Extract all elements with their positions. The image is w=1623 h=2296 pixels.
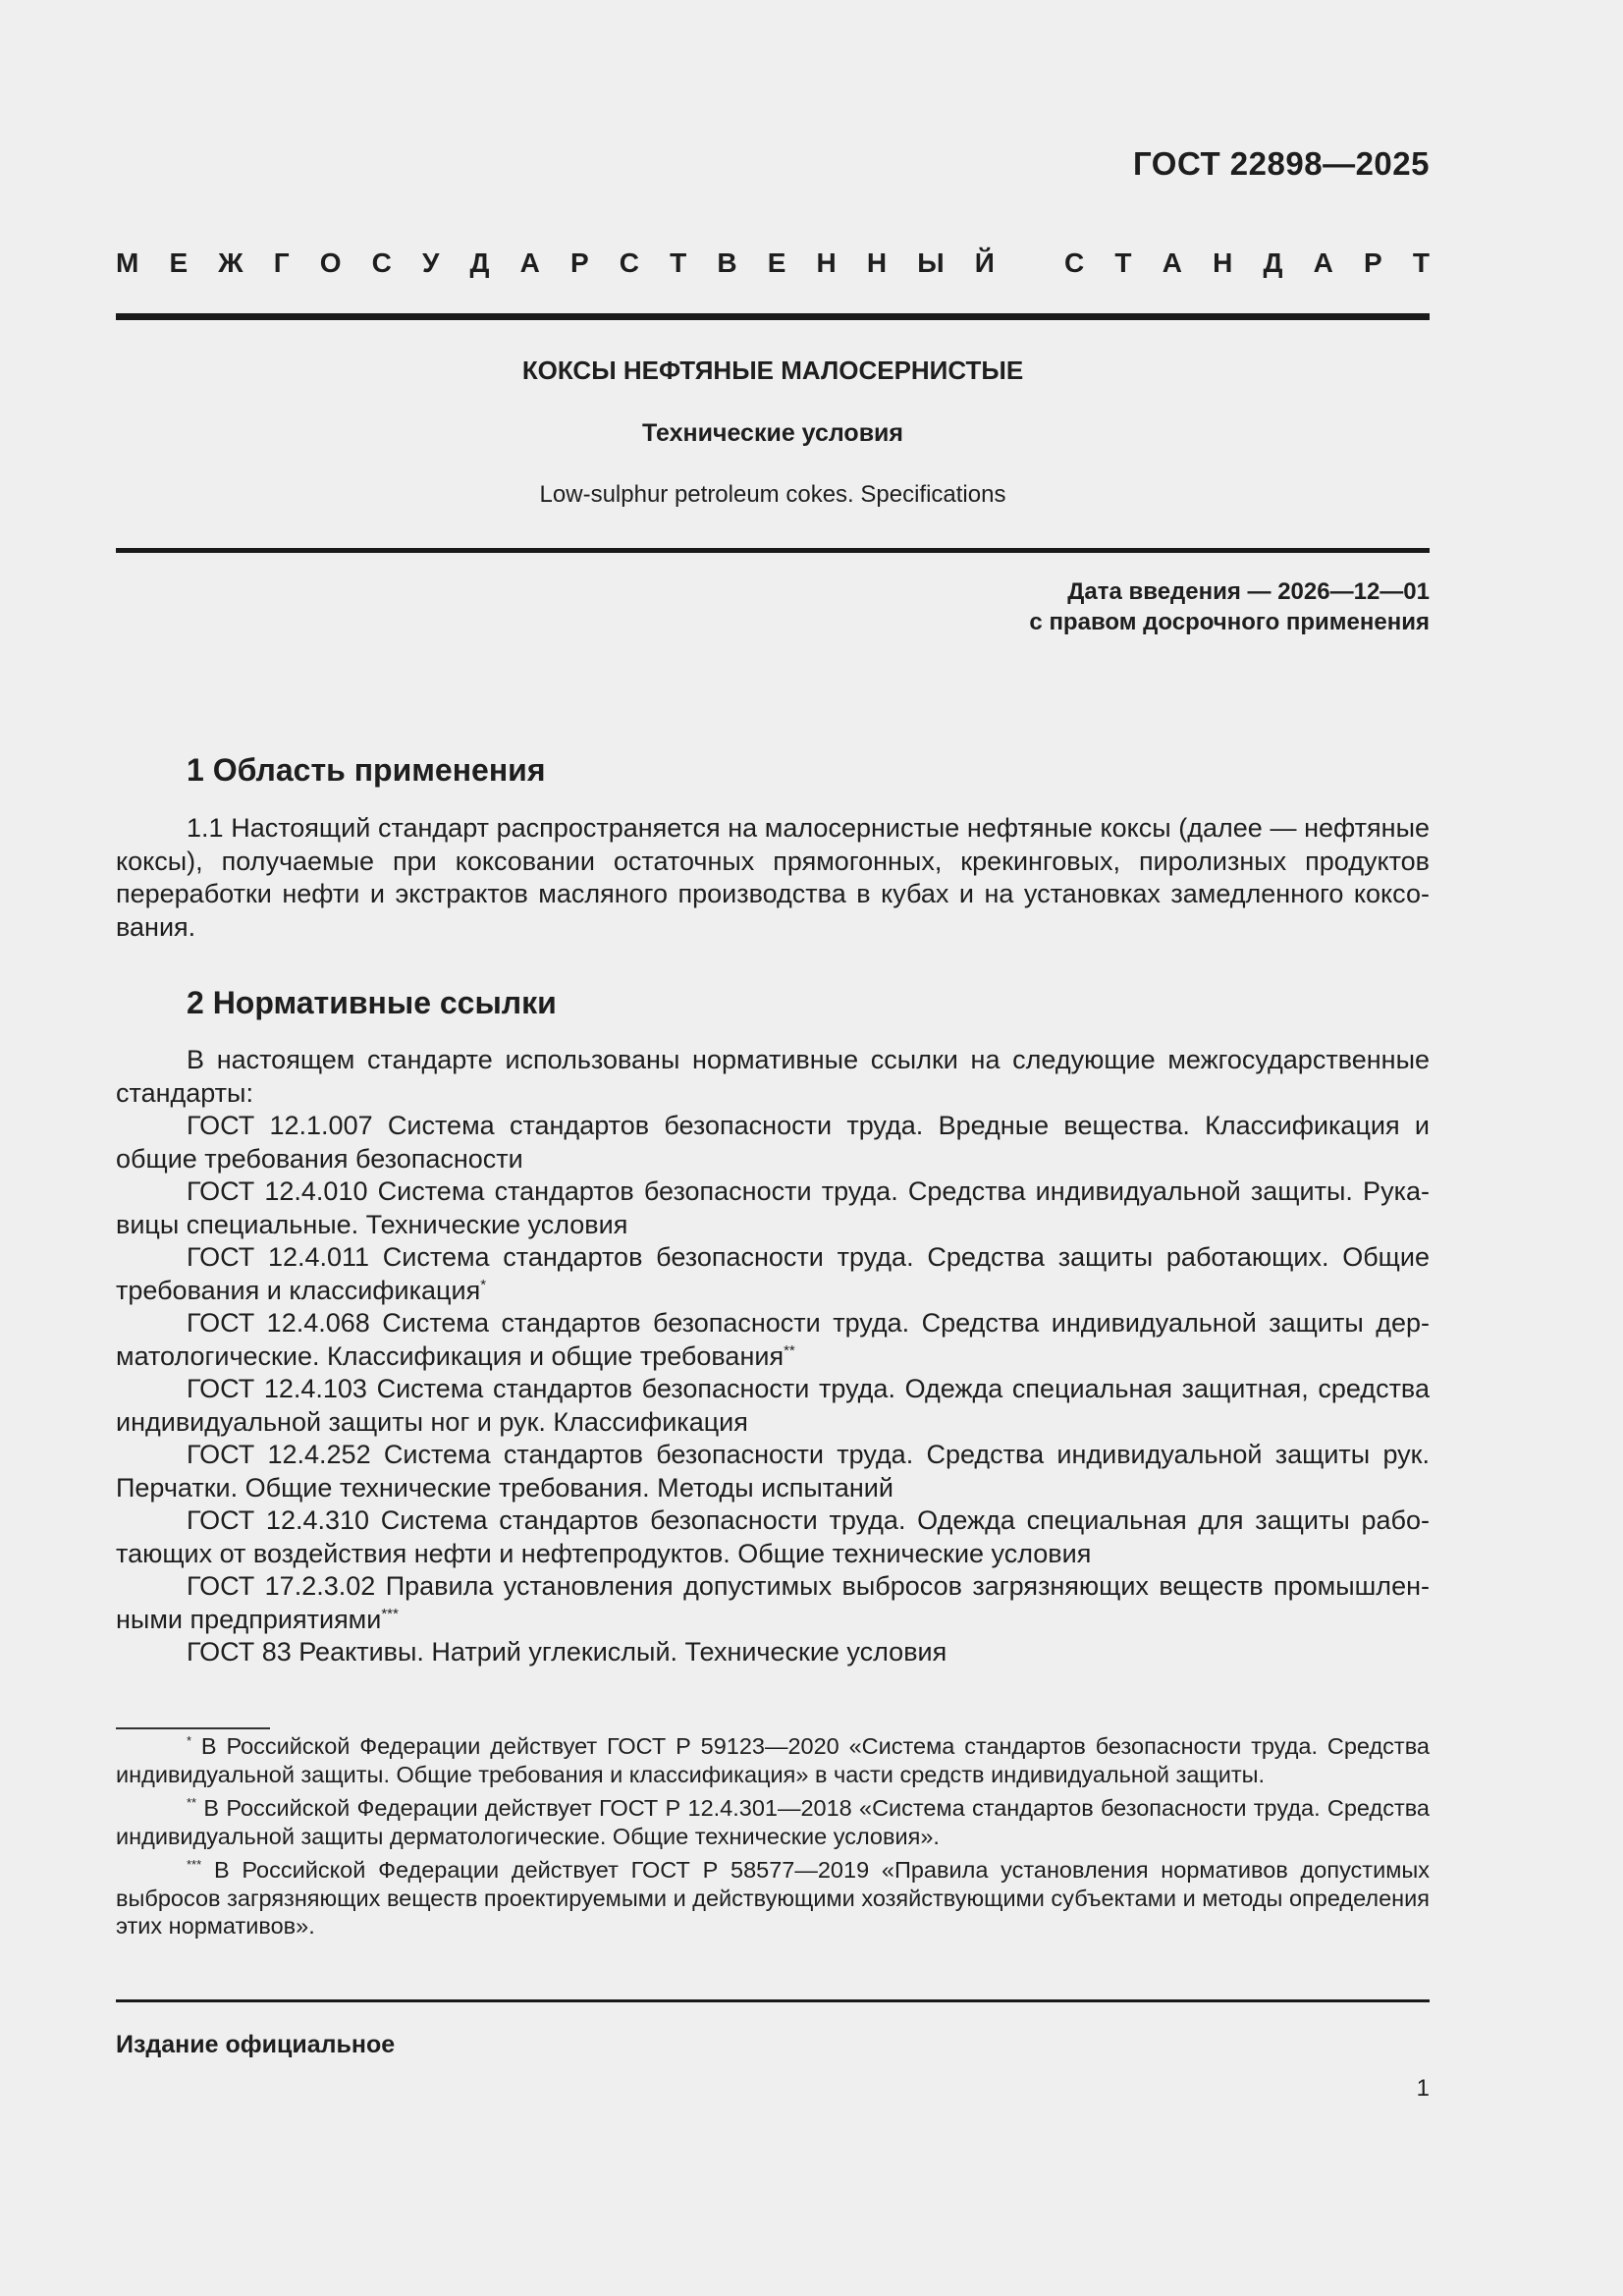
reference-item: ГОСТ 12.4.252 Система стандартов безопасности труда. Средства индивидуальной защиты рук. Перчатки. Общие технические требования. Методы испытаний [116,1440,1430,1503]
section-heading-scope: 1 Область применения [187,752,546,788]
reference-item: ГОСТ 83 Реактивы. Натрий углекислый. Технические условия [187,1637,947,1667]
document-page [116,0,1430,2296]
reference-item: ГОСТ 12.4.010 Система стандартов безопасности труда. Средства индивидуальной защиты. Рукавицы специальные. Технические условия [116,1176,1430,1239]
early-application-note: с правом досрочного применения [1029,609,1430,635]
english-title: Low-sulphur petroleum cokes. Specifications [539,481,1006,508]
footnote: *** В Российской Федерации действует ГОСТ Р 58577—2019 «Правила установления нормативов допустимых выбросов загрязняющих веществ проектируемыми и действующими хозяйствующими субъектами и методы определения этих нормативов». [116,1857,1430,1939]
reference-item: ГОСТ 12.4.011 Система стандартов безопасности труда. Средства защиты работающих. Общие требования и классификация* [116,1242,1430,1305]
footnote-ref: ** [784,1341,795,1359]
reference-item: ГОСТ 12.4.068 Система стандартов безопасности труда. Средства индивидуальной защиты дерматологические. Классификация и общие требования** [116,1308,1430,1371]
standard-type-word-interstate: М Е Ж Г О С У Д А Р С Т В Е Н Н Ы Й [116,247,995,278]
introduction-date: Дата введения — 2026—12—01 [1067,578,1430,605]
introduction-date-block [1029,576,1430,637]
official-edition-label: Издание официальное [116,2031,396,2058]
footer-divider [116,1999,1430,2002]
footnote-divider [116,1727,270,1729]
footnote-mark: * [187,1733,192,1749]
document-title: КОКСЫ НЕФТЯНЫЕ МАЛОСЕРНИСТЫЕ [521,355,1024,385]
standard-type-heading [116,247,1430,279]
footnote-ref: * [480,1276,487,1293]
reference-item: ГОСТ 17.2.3.02 Правила установления допустимых выбросов загрязняющих веществ промышленными предприятиями*** [116,1571,1430,1634]
title-divider [116,548,1430,553]
paragraph: 1.1 Настоящий стандарт распространяется на малосернистые нефтяные коксы (далее — нефтяные коксы), получаемые при коксовании остаточных прямогонных, крекинговых, пиролизных продуктов переработки нефти и экстрактов масляного производства в кубах и на установках замедленного коксования. [116,813,1430,942]
footnotes [116,1732,1430,1946]
reference-item: ГОСТ 12.1.007 Система стандартов безопасности труда. Вредные вещества. Классификация и общие требования безопасности [116,1111,1430,1174]
footnote-ref: *** [381,1605,399,1622]
standard-type-word-standard: С Т А Н Д А Р Т [1064,247,1430,278]
footnote: * В Российской Федерации действует ГОСТ Р 59123—2020 «Система стандартов безопасности труда. Средства индивидуальной защиты. Общие требования и классификация» в части средств индивидуальной защиты. [116,1733,1430,1787]
section-heading-normative-references: 2 Нормативные ссылки [187,985,557,1020]
footnote: ** В Российской Федерации действует ГОСТ Р 12.4.301—2018 «Система стандартов безопасности труда. Средства индивидуальной защиты дерматологические. Общие технические условия». [116,1795,1430,1849]
reference-item: ГОСТ 12.4.103 Система стандартов безопасности труда. Одежда специальная защитная, средства индивидуальной защиты ног и рук. Классификация [116,1374,1430,1437]
document-subtitle: Технические условия [641,419,904,447]
page-number: 1 [1416,2075,1430,2102]
section-body-normative-references [116,1044,1430,1669]
footnote-mark: ** [187,1795,197,1811]
header-divider [116,313,1430,320]
gost-number: ГОСТ 22898—2025 [1133,145,1430,182]
section-body-scope [116,812,1430,944]
footnote-mark: *** [187,1857,202,1873]
paragraph: В настоящем стандарте использованы нормативные ссылки на следующие межгосударственные стандарты: [116,1045,1430,1108]
reference-item: ГОСТ 12.4.310 Система стандартов безопасности труда. Одежда специальная для защиты работающих от воздействия нефти и нефтепродуктов. Общие технические условия [116,1505,1430,1568]
